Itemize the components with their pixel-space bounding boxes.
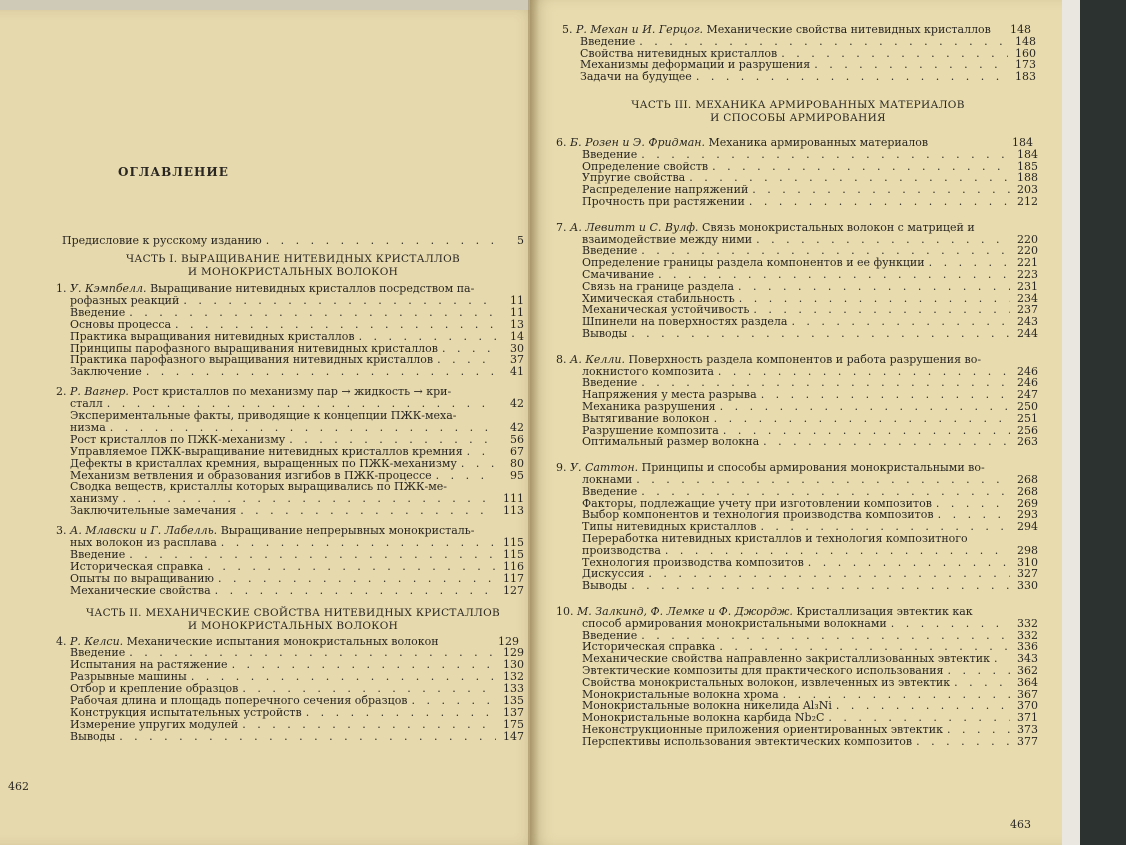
toc-entry [70, 319, 524, 331]
entry-page: 188 [1017, 171, 1038, 185]
leader-dots [175, 319, 496, 331]
chapter-number: 7. [556, 220, 567, 234]
part-title-line: И СПОСОБЫ АРМИРОВАНИЯ [710, 112, 886, 124]
leader-dots [781, 48, 1008, 60]
entry-title: Монокристальные волокна хрома [582, 687, 779, 701]
chapter-number: 5. [562, 23, 573, 36]
leader-dots [437, 354, 496, 366]
entry-page: 247 [1017, 388, 1038, 402]
contents-heading: ОГЛАВЛЕНИЕ [118, 165, 229, 179]
entry-page: 269 [1017, 496, 1038, 510]
leader-dots [814, 59, 1008, 71]
entry-page: 130 [503, 658, 524, 672]
chapter-number: 8. [556, 352, 567, 366]
toc-entry [580, 71, 1036, 83]
leader-dots [749, 196, 1010, 208]
entry-page: 243 [1017, 315, 1038, 329]
leader-dots [636, 474, 1010, 486]
leader-dots [714, 413, 1010, 425]
toc-entry [70, 434, 524, 446]
toc-entry [582, 677, 1038, 689]
entry-page: 343 [1017, 652, 1038, 666]
leader-dots [738, 281, 1010, 293]
entry-page: 173 [1015, 58, 1036, 72]
chapter-title: Принципы и способы армирования монокристальными во- [641, 461, 985, 475]
toc-entry [70, 458, 524, 470]
leader-dots [916, 736, 1010, 748]
leader-dots [215, 585, 496, 597]
toc-entry [582, 736, 1038, 748]
entry-title: способ армирования монокристальными волокнами [582, 616, 887, 630]
chapter-author: Б. Розен и Э. Фридман. [570, 136, 705, 149]
toc-entry [70, 307, 524, 319]
toc-entry [582, 486, 1038, 498]
toc-entry [582, 149, 1038, 161]
entry-page: 5 [517, 234, 524, 247]
entry-title: Неконструкционные приложения ориентированных эвтектик [582, 723, 943, 736]
entry-title: Технология производства композитов [582, 555, 804, 569]
entry-title: Механические свойства направленно закристаллизованных эвтектик [582, 652, 990, 666]
leader-dots [240, 505, 496, 517]
leader-dots [289, 434, 496, 446]
entry-title: Историческая справка [582, 640, 716, 654]
entry-title: Принципы парофазного выращивания нитевидных кристаллов [70, 341, 438, 355]
entry-title: Факторы, подлежащие учету при изготовлении композитов [582, 496, 932, 510]
chapter-heading [556, 354, 1042, 366]
entry-page: 246 [1017, 364, 1038, 378]
leader-dots [929, 257, 1010, 269]
part-title-line: ЧАСТЬ I. ВЫРАЩИВАНИЕ НИТЕВИДНЫХ КРИСТАЛЛОВ [125, 253, 460, 265]
toc-entry [582, 580, 1038, 592]
entry-page: 95 [510, 468, 524, 482]
entry-page: 11 [510, 305, 524, 319]
entry-title: Распределение напряжений [582, 183, 749, 197]
entry-title: Механическая устойчивость [582, 303, 750, 317]
entry-title: Введение [582, 244, 638, 258]
entry-title: Механика разрушения [582, 400, 716, 413]
leader-dots [648, 568, 1010, 580]
entry-page: 203 [1017, 183, 1038, 197]
entry-page: 117 [503, 571, 524, 585]
entry-page: 132 [503, 670, 524, 684]
entry-page: 129 [503, 646, 524, 660]
part-title-line: ЧАСТЬ III. МЕХАНИКА АРМИРОВАННЫХ МАТЕРИАЛОВ [631, 99, 965, 111]
chapter-author: А. Келли. [570, 352, 625, 366]
entry-page: 367 [1017, 687, 1038, 701]
chapter-title: Поверхность раздела компонентов и работа разрушения во- [628, 352, 982, 366]
entry-page: 310 [1017, 555, 1038, 569]
entry-title: Выводы [582, 327, 628, 340]
entry-title: Прочность при растяжении [582, 195, 745, 208]
entry-page: 11 [510, 293, 524, 307]
entry-page: 148 [1015, 34, 1036, 48]
leader-dots [183, 295, 496, 307]
leader-dots [936, 498, 1010, 510]
entry-title: Заключительные замечания [70, 504, 237, 518]
entry-page: 160 [1015, 46, 1036, 60]
entry-title: Введение [580, 34, 636, 48]
leader-dots [763, 436, 1010, 448]
leader-dots [938, 509, 1010, 521]
leader-dots [718, 366, 1010, 378]
entry-page: 294 [1017, 520, 1038, 534]
entry-page: 336 [1017, 640, 1038, 654]
leader-dots [808, 557, 1010, 569]
toc-entry [582, 316, 1038, 328]
leader-dots [129, 307, 496, 319]
entry-page: 135 [503, 694, 524, 707]
leader-dots [752, 184, 1010, 196]
chapter-title-cont [70, 537, 524, 549]
chapter-number: 10. [556, 605, 574, 618]
entry-page: 67 [510, 444, 524, 458]
chapter-title-cont [582, 234, 1038, 246]
entry-title: Оптимальный размер волокна [582, 435, 760, 449]
entry-title: Измерение упругих модулей [70, 717, 239, 731]
toc-entry [582, 545, 1038, 557]
leader-dots [641, 149, 1010, 161]
toc-entry [582, 568, 1038, 580]
entry-page: 133 [503, 682, 524, 696]
chapter-number: 1. [56, 282, 67, 295]
chapter-title: Механика армированных материалов [708, 136, 929, 149]
entry-page: 377 [1017, 734, 1038, 748]
preface-entry [62, 235, 524, 247]
entry-title: Предисловие к русскому изданию [62, 234, 262, 247]
entry-page: 244 [1017, 327, 1038, 340]
toc-entry [70, 719, 524, 731]
leader-dots [146, 366, 496, 378]
entry-page: 116 [503, 559, 524, 573]
chapter-heading [56, 636, 524, 648]
entry-title: Свойства нитевидных кристаллов [580, 46, 778, 60]
entry-title: Задачи на будущее [580, 70, 692, 84]
chapter-author: Р. Механ и И. Герцог. [576, 23, 704, 36]
leader-dots [266, 235, 496, 247]
entry-page: 212 [1017, 195, 1038, 208]
entry-page: 42 [510, 420, 524, 434]
chapter-title: Выращивание нитевидных кристаллов посредством па- [150, 282, 475, 295]
entry-title: Конструкция испытательных устройств [70, 705, 302, 719]
leader-dots [665, 545, 1010, 557]
leader-dots [467, 446, 496, 458]
entry-title: Монокристальные волокна карбида Nb₂C [582, 711, 825, 725]
toc-entry [582, 557, 1038, 569]
entry-page: 221 [1017, 256, 1038, 270]
entry-title: Эвтектические композиты для практического использования [582, 664, 944, 677]
leader-dots [720, 401, 1010, 413]
chapter-page: 129 [498, 634, 519, 648]
chapter-number: 4. [56, 634, 67, 648]
leader-dots [761, 389, 1010, 401]
chapter-number: 2. [56, 385, 67, 399]
entry-page: 362 [1017, 664, 1038, 677]
toc-entry [580, 36, 1036, 48]
page-number: 462 [8, 780, 29, 793]
chapter-title: Выращивание непрерывных монокристаль- [220, 524, 475, 538]
leader-dots [947, 724, 1010, 736]
toc-entry [70, 573, 524, 585]
leader-dots [891, 618, 1010, 630]
leader-dots [791, 316, 1010, 328]
entry-title: Химическая стабильность [582, 291, 735, 305]
part-title-line: И МОНОКРИСТАЛЬНЫХ ВОЛОКОН [187, 619, 399, 632]
entry-title: Экспериментальные факты, приводящие к концепции ПЖК-меха- [70, 409, 457, 422]
toc-entry [582, 413, 1038, 425]
left-page [0, 10, 540, 845]
chapter-number: 3. [56, 524, 67, 538]
entry-page: 220 [1017, 232, 1038, 246]
chapter-title: Рост кристаллов по механизму пар → жидкость → кри- [132, 385, 452, 399]
toc-entry [70, 366, 524, 378]
leader-dots [639, 36, 1008, 48]
entry-title: Управляемое ПЖК-выращивание нитевидных кристаллов кремния [70, 444, 463, 458]
entry-page: 330 [1017, 579, 1038, 593]
chapter-page: 148 [1010, 23, 1031, 36]
leader-dots [994, 653, 1010, 665]
entry-title: Историческая справка [70, 559, 204, 573]
leader-dots [756, 234, 1010, 246]
entry-page: 37 [510, 353, 524, 367]
toc-entry [70, 561, 524, 573]
chapter-author: Р. Келси. [70, 634, 124, 648]
entry-title: низма [70, 420, 106, 434]
entry-title: Определение свойств [582, 159, 709, 173]
entry-title: Практика парофазного выращивания нитевидных кристаллов [70, 353, 434, 367]
entry-page: 42 [510, 397, 524, 411]
entry-page: 250 [1017, 400, 1038, 413]
page-number: 463 [1010, 818, 1031, 831]
entry-title: Рабочая длина и площадь поперечного сечения образцов [70, 694, 408, 707]
entry-page: 184 [1017, 147, 1038, 161]
entry-page: 56 [510, 432, 524, 446]
entry-page: 371 [1017, 711, 1038, 725]
entry-title: Упругие свойства [582, 171, 686, 185]
leader-dots [412, 695, 496, 707]
entry-page: 332 [1017, 628, 1038, 642]
entry-title: Переработка нитевидных кристаллов и технология композитного [582, 532, 968, 545]
entry-title: Практика выращивания нитевидных кристаллов [70, 329, 355, 343]
toc-entry [70, 446, 524, 458]
toc-entry [582, 328, 1038, 340]
entry-title: Введение [582, 147, 638, 161]
entry-page: 185 [1017, 159, 1038, 173]
entry-title: Типы нитевидных кристаллов [582, 520, 757, 534]
entry-page: 327 [1017, 567, 1038, 581]
entry-title: Вытягивание волокон [582, 411, 710, 425]
entry-page: 115 [503, 536, 524, 549]
toc-entry [70, 585, 524, 597]
leader-dots [119, 731, 496, 743]
entry-title: Монокристальные волокна никелида Al₃Ni [582, 699, 832, 713]
entry-title: локнами [582, 473, 633, 486]
entry-page: 256 [1017, 423, 1038, 437]
entry-page: 113 [503, 504, 524, 518]
leader-dots [954, 677, 1010, 689]
entry-page: 115 [503, 547, 524, 561]
entry-page: 373 [1017, 723, 1038, 736]
entry-title: Механические свойства [70, 583, 211, 597]
entry-title: Шпинели на поверхностях раздела [582, 315, 788, 329]
toc-entry [70, 731, 524, 743]
entry-title: Выводы [70, 729, 116, 743]
right-page [530, 0, 1062, 845]
chapter-author: Р. Вагнер. [70, 385, 129, 399]
leader-dots [753, 304, 1010, 316]
entry-title: Введение [582, 628, 638, 642]
chapter-title-cont [582, 366, 1038, 378]
toc-entry [582, 436, 1038, 448]
entry-title: локнистого композита [582, 364, 714, 378]
chapter-title-cont [582, 618, 1038, 630]
chapter-title: Механические свойства нитевидных кристаллов [706, 23, 991, 36]
entry-title: Основы процесса [70, 317, 172, 331]
entry-title: рофазных реакций [70, 293, 180, 307]
entry-title: Дискуссия [582, 567, 645, 581]
leader-dots [232, 659, 496, 671]
entry-page: 147 [503, 729, 524, 743]
entry-page: 231 [1017, 279, 1038, 293]
toc-entry [582, 281, 1038, 293]
entry-page: 80 [510, 456, 524, 470]
entry-title: Определение границы раздела компонентов и ее функции [582, 256, 925, 270]
entry-page: 127 [503, 583, 524, 597]
entry-title: Отбор и крепление образцов [70, 682, 239, 696]
chapter-heading [56, 386, 524, 398]
entry-page: 30 [510, 341, 524, 355]
entry-title: Рост кристаллов по ПЖК-механизму [70, 432, 286, 446]
leader-dots [306, 707, 496, 719]
entry-page: 220 [1017, 244, 1038, 258]
entry-title: производства [582, 543, 661, 557]
chapter-title: Связь монокристальных волокон с матрицей и [701, 220, 975, 234]
entry-title: Разрывные машины [70, 670, 187, 684]
book-gutter [528, 0, 542, 845]
leader-dots [218, 573, 496, 585]
chapter-heading [556, 222, 1042, 234]
entry-title: Напряжения у места разрыва [582, 388, 757, 402]
chapter-title: Механические испытания монокристальных волокон [126, 634, 439, 648]
entry-title: Испытания на растяжение [70, 658, 228, 672]
entry-title: Заключение [70, 365, 142, 379]
leader-dots [631, 580, 1010, 592]
entry-title: Выводы [582, 579, 628, 593]
entry-title: Опыты по выращиванию [70, 571, 214, 585]
leader-dots [631, 328, 1010, 340]
entry-title: Механизмы деформации и разрушения [580, 58, 811, 72]
toc-entry [70, 331, 524, 343]
entry-title: Введение [70, 547, 126, 561]
part-title-line: И МОНОКРИСТАЛЬНЫХ ВОЛОКОН [187, 266, 399, 278]
entry-page: 364 [1017, 675, 1038, 689]
entry-title: Разрушение композита [582, 423, 719, 437]
chapter-author: А. Левитт и С. Вулф. [570, 220, 699, 234]
entry-page: 298 [1017, 543, 1038, 557]
entry-title: Введение [70, 305, 126, 319]
entry-title: Сводка веществ, кристаллы которых выращивались по ПЖК-ме- [70, 480, 448, 494]
entry-page: 41 [510, 365, 524, 379]
part-title-line: ЧАСТЬ II. МЕХАНИЧЕСКИЕ СВОЙСТВА НИТЕВИДНЫХ КРИСТАЛЛОВ [85, 606, 501, 619]
entry-title: Свойства монокристальных волокон, извлеченных из эвтектик [582, 675, 951, 689]
leader-dots [836, 700, 1010, 712]
chapter-number: 6. [556, 136, 567, 149]
leader-dots [947, 665, 1010, 677]
chapter-title-cont [70, 295, 524, 307]
entry-page: 13 [510, 317, 524, 331]
entry-title: ханизму [70, 492, 119, 506]
chapter-title-cont [582, 474, 1038, 486]
entry-page: 332 [1017, 616, 1038, 630]
toc-entry [70, 505, 524, 517]
entry-title: Введение [582, 376, 638, 390]
chapter-author: У. Саттон. [570, 461, 639, 475]
entry-title: взаимодействие между ними [582, 232, 753, 246]
entry-title: сталл [70, 397, 103, 411]
entry-page: 111 [503, 492, 524, 506]
chapter-author: У. Кэмпбелл. [70, 282, 147, 295]
entry-page: 263 [1017, 435, 1038, 449]
entry-title: Введение [70, 646, 126, 660]
entry-page: 14 [510, 329, 524, 343]
entry-page: 223 [1017, 268, 1038, 281]
entry-page: 183 [1015, 70, 1036, 84]
leader-dots [442, 343, 496, 355]
leader-dots [207, 561, 496, 573]
leader-dots [242, 719, 496, 731]
leader-dots [723, 425, 1010, 437]
entry-page: 237 [1017, 303, 1038, 317]
entry-title: Механизм ветвления и образования изгибов в ПЖК-процессе [70, 468, 432, 482]
leader-dots [461, 458, 496, 470]
chapter-number: 9. [556, 461, 567, 475]
entry-page: 246 [1017, 376, 1038, 390]
entry-page: 251 [1017, 411, 1038, 425]
entry-page: 370 [1017, 699, 1038, 713]
chapter-author: М. Залкинд, Ф. Лемке и Ф. Джордж. [577, 605, 793, 618]
leader-dots [221, 537, 496, 549]
entry-page: 137 [503, 705, 524, 719]
leader-dots [739, 293, 1010, 305]
entry-title: Связь на границе раздела [582, 279, 734, 293]
leader-dots [712, 161, 1010, 173]
entry-page: 293 [1017, 508, 1038, 522]
chapter-page: 184 [1012, 136, 1033, 149]
chapter-author: А. Млавски и Г. Лабелль. [70, 524, 218, 538]
entry-page: 175 [503, 717, 524, 731]
leader-dots [641, 486, 1010, 498]
entry-page: 268 [1017, 473, 1038, 486]
entry-title: Выбор компонентов и технология производства композитов [582, 508, 934, 522]
entry-title: ных волокон из расплава [70, 536, 217, 549]
leader-dots [696, 71, 1008, 83]
entry-title: Перспективы использования эвтектических композитов [582, 734, 913, 748]
leader-dots [359, 331, 496, 343]
toc-entry [582, 196, 1038, 208]
entry-title: Смачивание [582, 268, 655, 281]
entry-page: 268 [1017, 484, 1038, 498]
entry-title: Введение [582, 484, 638, 498]
chapter-title: Кристаллизация эвтектик как [796, 605, 973, 618]
entry-title: Дефекты в кристаллах кремния, выращенных по ПЖК-механизму [70, 456, 457, 470]
entry-page: 234 [1017, 291, 1038, 305]
